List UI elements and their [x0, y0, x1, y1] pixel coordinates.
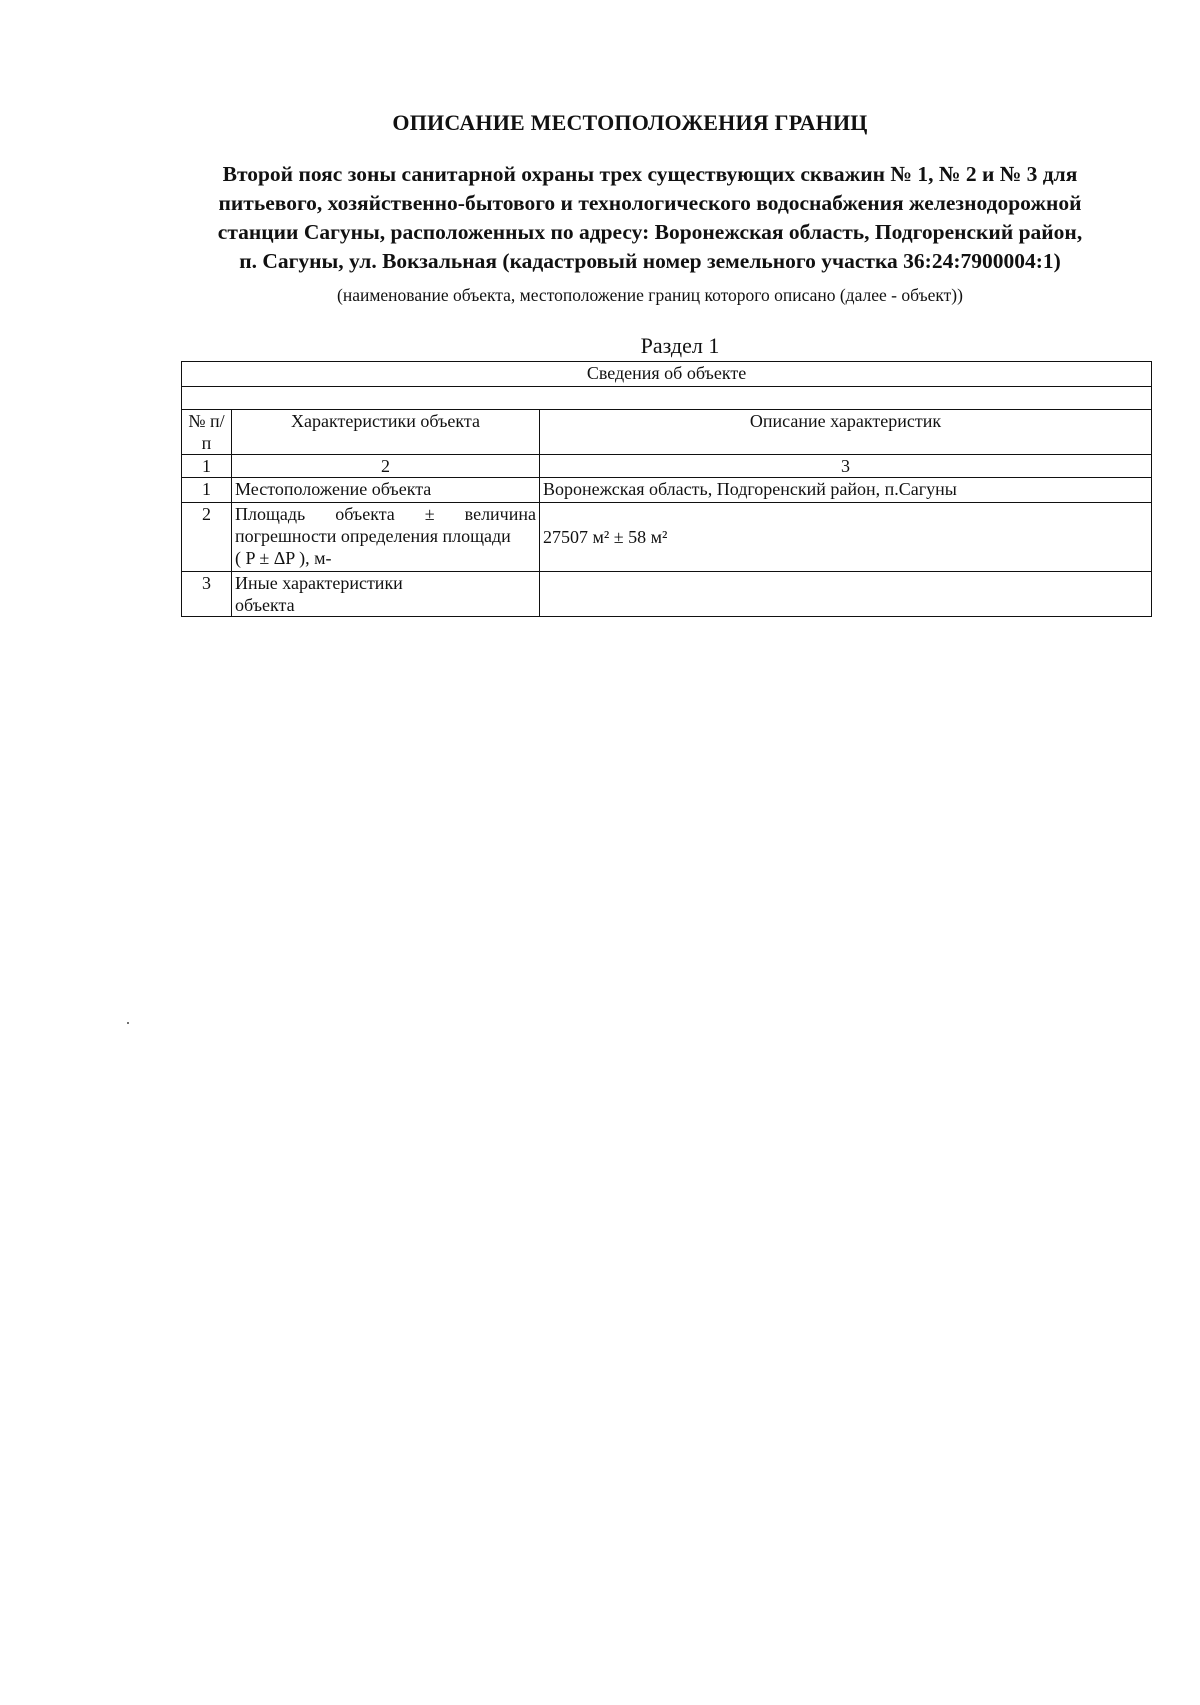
characteristic-line: Иные характеристики — [235, 573, 403, 593]
column-number-3: 3 — [540, 455, 1152, 478]
object-info-table — [181, 361, 1152, 617]
row-number: 1 — [182, 478, 232, 503]
table-blank-row — [182, 387, 1152, 410]
column-header-number: № п/п — [182, 410, 232, 455]
table-row — [182, 478, 1152, 503]
table-header-cell: Сведения об объекте — [182, 362, 1152, 387]
row-number: 2 — [182, 503, 232, 572]
subtitle-line: питьевого, хозяйственно-бытового и технологического водоснабжения железнодорожной — [218, 191, 1082, 215]
table-column-numbers-row — [182, 455, 1152, 478]
row-characteristic: Местоположение объекта — [232, 478, 540, 503]
subtitle-line: Второй пояс зоны санитарной охраны трех существующих скважин № 1, № 2 и № 3 для — [222, 162, 1078, 186]
characteristic-line: погрешности определения площади — [235, 526, 511, 546]
characteristic-line: ( P ± ΔP ), м- — [235, 548, 332, 568]
section-title: Раздел 1 — [640, 333, 720, 358]
characteristic-line: Площадь объекта ± величина — [235, 504, 536, 524]
column-number-1: 1 — [182, 455, 232, 478]
column-header-description: Описание характеристик — [540, 410, 1152, 455]
subtitle-line: п. Сагуны, ул. Вокзальная (кадастровый номер земельного участка 36:24:7900004:1) — [239, 249, 1061, 273]
table-row — [182, 503, 1152, 572]
column-header-characteristic: Характеристики объекта — [232, 410, 540, 455]
table-header-row — [182, 362, 1152, 387]
row-description: Воронежская область, Подгоренский район, п.Сагуны — [540, 478, 1152, 503]
row-description — [540, 572, 1152, 617]
row-number: 3 — [182, 572, 232, 617]
column-number-2: 2 — [232, 455, 540, 478]
document-subtitle — [200, 160, 1100, 276]
row-characteristic — [232, 572, 540, 617]
row-description: 27507 м² ± 58 м² — [540, 503, 1152, 572]
document-title: ОПИСАНИЕ МЕСТОПОЛОЖЕНИЯ ГРАНИЦ — [392, 110, 868, 135]
table-blank-cell — [182, 387, 1152, 410]
table-column-headers-row — [182, 410, 1152, 455]
subtitle-line: станции Сагуны, расположенных по адресу: Воронежская область, Подгоренский район, — [217, 220, 1083, 244]
characteristic-line: объекта — [235, 595, 295, 615]
table-row — [182, 572, 1152, 617]
row-characteristic — [232, 503, 540, 572]
object-caption: (наименование объекта, местоположение границ которого описано (далее - объект)) — [337, 285, 963, 305]
object-info-table-wrap — [181, 361, 1152, 617]
scan-speck — [127, 1022, 129, 1024]
